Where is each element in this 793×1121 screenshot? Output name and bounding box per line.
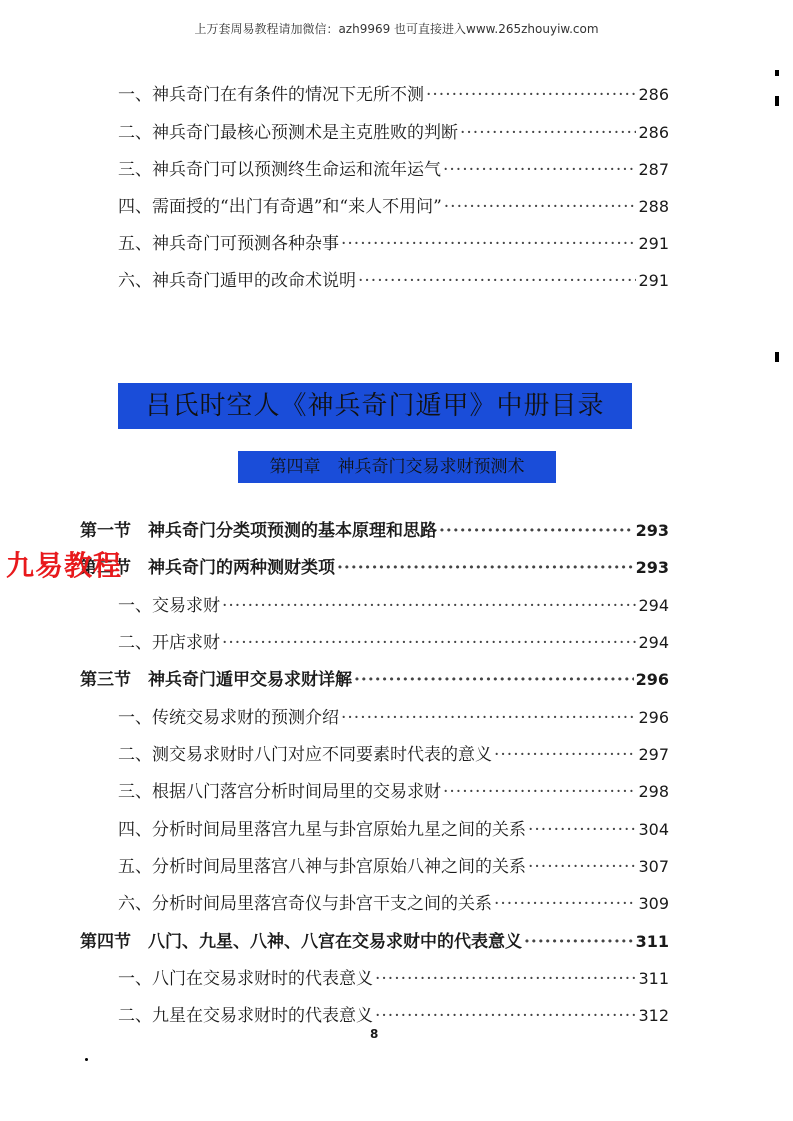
toc-entry-text: 五、神兵奇门可预测各种杂事	[118, 234, 339, 254]
dot-leader	[341, 234, 636, 254]
toc-entry-text: 六、神兵奇门遁甲的改命术说明	[118, 271, 356, 291]
toc-entry-text: 第二节 神兵奇门的两种测财类项	[80, 558, 335, 578]
toc-entry-page: 288	[638, 197, 669, 216]
toc-entry	[118, 118, 669, 143]
toc-entry-page: 286	[638, 123, 669, 142]
toc-entry-page: 286	[638, 85, 669, 104]
toc-entry	[118, 1001, 669, 1026]
dot-leader	[444, 197, 637, 217]
toc-entry	[118, 155, 669, 180]
dot-leader	[439, 521, 634, 541]
toc-entry-page: 296	[638, 708, 669, 727]
dot-leader	[358, 271, 636, 291]
toc-entry-text: 二、九星在交易求财时的代表意义	[118, 1006, 373, 1026]
dot-leader	[460, 123, 636, 143]
toc-entry-text: 三、根据八门落宫分析时间局里的交易求财	[118, 782, 441, 802]
toc-section	[80, 553, 669, 578]
toc-entry	[118, 229, 669, 254]
toc-entry	[118, 777, 669, 802]
page-header-text: 上万套周易教程请加微信：azh9969 也可直接进入www.265zhouyiw.com	[194, 22, 599, 36]
toc-entry	[118, 815, 669, 840]
toc-entry-text: 一、神兵奇门在有条件的情况下无所不测	[118, 85, 424, 105]
toc-entry	[118, 964, 669, 989]
toc-entry-text: 第一节 神兵奇门分类项预测的基本原理和思路	[80, 521, 437, 541]
toc-entry	[118, 266, 669, 291]
watermark-logo: 九易教程	[6, 549, 123, 582]
toc-entry-page: 293	[635, 558, 669, 577]
dot-leader	[341, 708, 636, 728]
toc-entry-page: 297	[638, 745, 669, 764]
page-number: 8	[370, 1027, 379, 1041]
scan-mark	[775, 96, 779, 106]
toc-entry-page: 298	[638, 782, 669, 801]
toc-entry	[118, 628, 669, 653]
toc-entry	[118, 591, 669, 616]
toc-entry-text: 三、神兵奇门可以预测终生命运和流年运气	[118, 160, 441, 180]
toc-section	[80, 665, 669, 690]
dot-leader	[375, 1006, 636, 1026]
toc-section	[80, 516, 669, 541]
dot-leader	[337, 558, 634, 578]
dot-leader	[222, 633, 636, 653]
toc-entry-text: 四、需面授的“出门有奇遇”和“来人不用问”	[118, 197, 442, 217]
toc-entry-page: 311	[635, 932, 669, 951]
toc-entry-text: 二、开店求财	[118, 633, 220, 653]
dot-leader	[524, 932, 634, 952]
chapter-title-banner: 第四章 神兵奇门交易求财预测术	[238, 451, 556, 483]
toc-entry-text: 一、八门在交易求财时的代表意义	[118, 969, 373, 989]
toc-entry-text: 一、交易求财	[118, 596, 220, 616]
toc-entry-page: 311	[638, 969, 669, 988]
toc-entry-text: 第四节 八门、九星、八神、八宫在交易求财中的代表意义	[80, 932, 522, 952]
toc-section	[80, 927, 669, 952]
toc-entry	[118, 703, 669, 728]
dot-leader	[222, 596, 636, 616]
toc-entry-text: 第三节 神兵奇门遁甲交易求财详解	[80, 670, 352, 690]
dot-leader	[528, 857, 636, 877]
toc-entry-page: 304	[638, 820, 669, 839]
toc-entry-text: 六、分析时间局里落宫奇仪与卦宫干支之间的关系	[118, 894, 492, 914]
dot-leader	[494, 745, 636, 765]
toc-entry	[118, 740, 669, 765]
scan-mark	[775, 70, 779, 76]
toc-entry-page: 293	[635, 521, 669, 540]
dot-leader	[443, 160, 636, 180]
dot-leader	[426, 85, 636, 105]
toc-entry-page: 287	[638, 160, 669, 179]
toc-entry-page: 309	[638, 894, 669, 913]
toc-entry-text: 二、神兵奇门最核心预测术是主克胜败的判断	[118, 123, 458, 143]
toc-entry-text: 一、传统交易求财的预测介绍	[118, 708, 339, 728]
toc-entry-text: 五、分析时间局里落宫八神与卦宫原始八神之间的关系	[118, 857, 526, 877]
toc-entry-page: 312	[638, 1006, 669, 1025]
toc-entry-text: 四、分析时间局里落宫九星与卦宫原始九星之间的关系	[118, 820, 526, 840]
toc-entry	[118, 852, 669, 877]
toc-entry-page: 296	[635, 670, 669, 689]
toc-entry-page: 291	[638, 271, 669, 290]
toc-entry	[118, 192, 669, 217]
dot-leader	[528, 820, 636, 840]
volume-title-banner: 吕氏时空人《神兵奇门遁甲》中册目录	[118, 383, 632, 429]
toc-entry-text: 二、测交易求财时八门对应不同要素时代表的意义	[118, 745, 492, 765]
toc-entry	[118, 889, 669, 914]
dot-leader	[443, 782, 636, 802]
dot-leader	[354, 670, 634, 690]
toc-entry-page: 307	[638, 857, 669, 876]
toc-entry-page: 294	[638, 633, 669, 652]
toc-entry-page: 294	[638, 596, 669, 615]
scan-dot	[85, 1058, 88, 1061]
toc-entry	[118, 80, 669, 105]
toc-entry-page: 291	[638, 234, 669, 253]
dot-leader	[494, 894, 636, 914]
scan-mark	[775, 352, 779, 362]
dot-leader	[375, 969, 636, 989]
